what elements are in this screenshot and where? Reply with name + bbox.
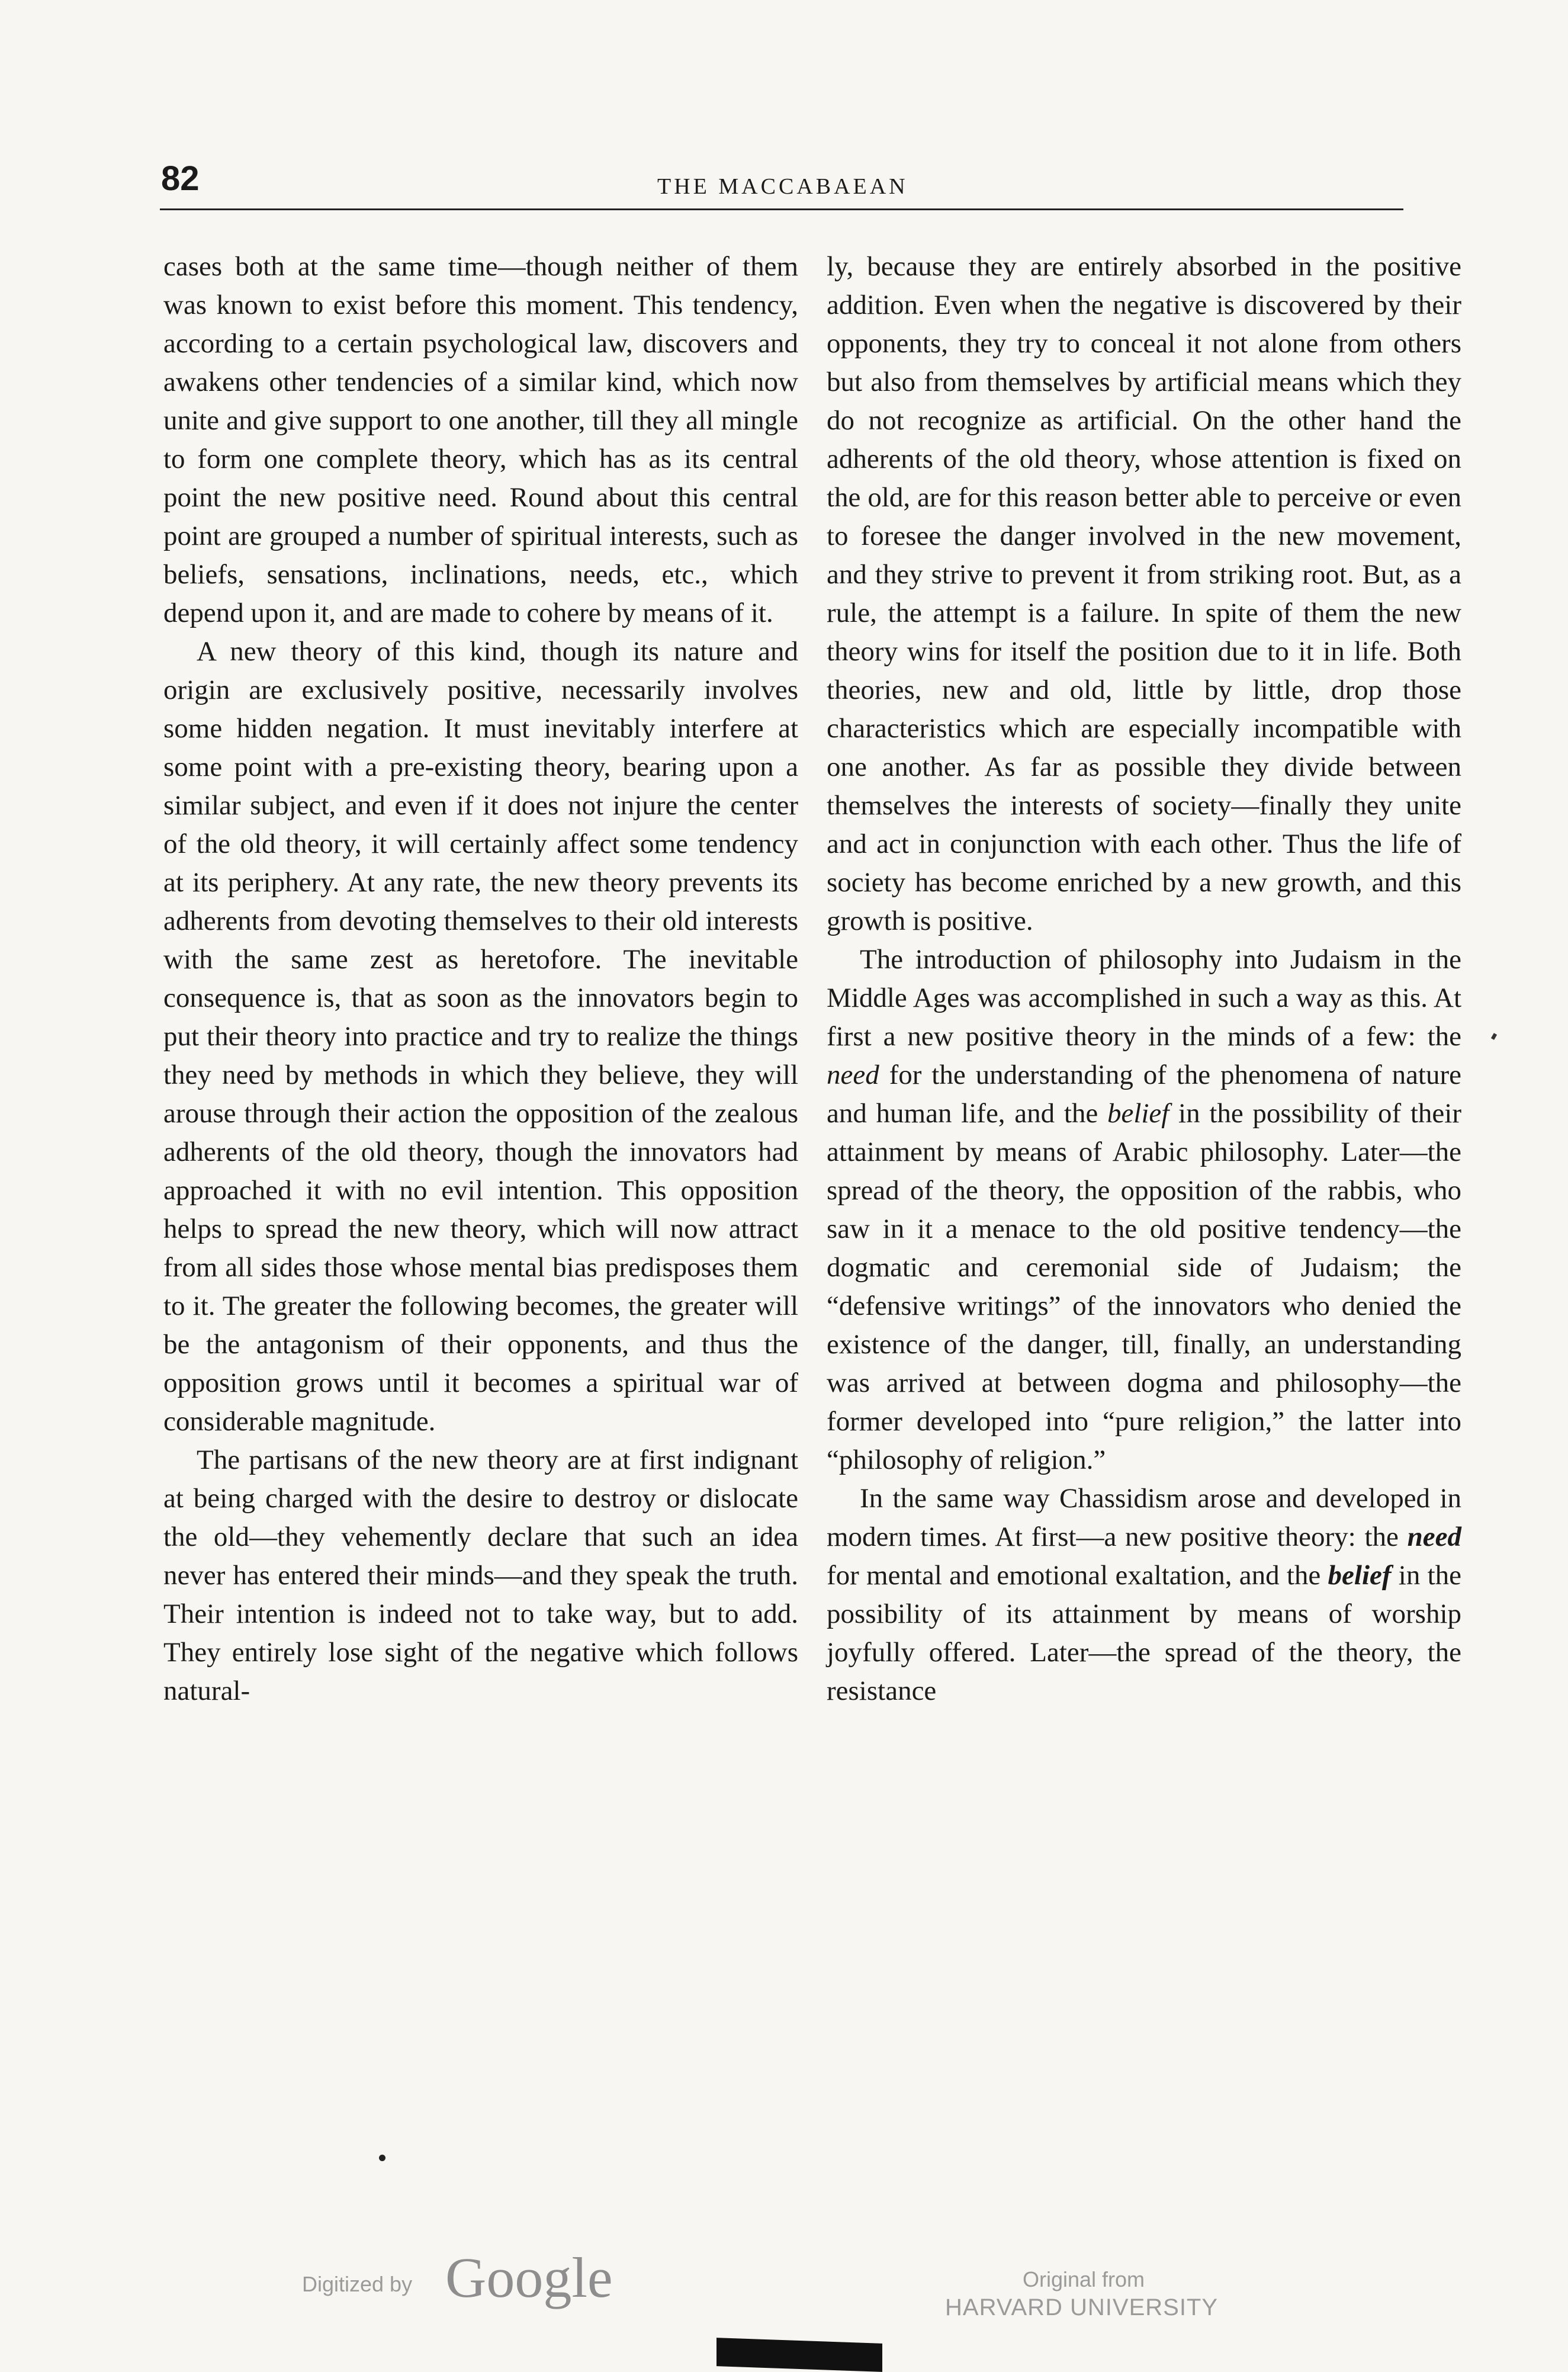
emphasis-belief: belief <box>1107 1098 1169 1129</box>
text-run: for the understanding of the phenomena of nature and human life, and the <box>827 1060 1461 1129</box>
text-run: In the same way Chassidism arose and developed in modern times. At first—a new positive theory: the <box>827 1483 1461 1552</box>
text-run: for mental and emotional exaltation, and the <box>827 1560 1328 1591</box>
text-run: in the possibility of its attainment by means of worship joyfully offered. Later—the spread of the theory, the resistance <box>827 1560 1462 1706</box>
stray-mark <box>1491 1033 1497 1040</box>
right-column <box>827 248 1461 1710</box>
paragraph: ly, because they are entirely absorbed in the positive addition. Even when the negative is discovered by their opponents, they try to conceal it not alone from others but also from themselves by artificial means which they do not recognize as artificial. On the other hand the adherents of the old theory, whose attention is fixed on the old, are for this reason better able to perceive or even to foresee the danger involved in the new movement, and they strive to prevent it from striking root. But, as a rule, the attempt is a failure. In spite of them the new theory wins for itself the position due to it in life. Both theories, new and old, little by little, drop those characteristics which are especially incompatible with one another. As far as possible they divide between themselves the interests of society—finally they unite and act in conjunction with each other. Thus the life of society has become enriched by a new growth, and this growth is positive. <box>827 251 1461 936</box>
footer-original-from: Original from <box>1022 2267 1145 2291</box>
paragraph: cases both at the same time—though neither of them was known to exist before this moment. This tendency, according to a certain psychological law, discovers and awakens other tendencies of a similar kind, which now unite and give support to one another, till they all mingle to form one complete theory, which has as its central point the new positive need. Round about this central point are grouped a number of spiritual interests, such as beliefs, sensations, inclinations, needs, etc., which depend upon it, and are made to cohere by means of it. <box>163 251 798 628</box>
emphasis-need: need <box>1407 1522 1461 1552</box>
paragraph: The partisans of the new theory are at first indignant at being charged with the desire to destroy or dislocate the old—they vehemently declare that such an idea never has entered their minds—and they speak the truth. Their intention is indeed not to take way, but to add. They entirely lose sight of the negative which follows natural- <box>163 1445 798 1706</box>
emphasis-need: need <box>827 1060 879 1090</box>
text-run: The introduction of philosophy into Judaism in the Middle Ages was accomplished in such a way as this. At first a new positive theory in the minds of a few: the <box>827 944 1461 1052</box>
running-head: THE MACCABAEAN <box>657 174 908 199</box>
google-logo: Google <box>445 2246 613 2309</box>
footer-harvard: HARVARD UNIVERSITY <box>945 2294 1219 2320</box>
stray-dot <box>379 2155 385 2161</box>
footer-digitized-by: Digitized by <box>302 2272 413 2296</box>
paragraph <box>827 941 1461 1479</box>
text-run: in the possibility of their attainment by means of Arabic philosophy. Later—the spread of the theory, the opposition of the rabbis, who saw in it a menace to the old positive tendency—the dogmatic and ceremonial side of Judaism; the “defensive writings” of the innovators who denied the existence of the danger, till, finally, an understanding was arrived at between dogma and philosophy—the former developed into “pure religion,” the latter into “philosophy of religion.” <box>827 1098 1461 1475</box>
paragraph: A new theory of this kind, though its nature and origin are exclusively positive, necessarily involves some hidden negation. It must inevitably interfere at some point with a pre-existing theory, bearing upon a similar subject, and even if it does not injure the center of the old theory, it will certainly affect some tendency at its periphery. At any rate, the new theory prevents its adherents from devoting themselves to their old interests with the same zest as heretofore. The inevitable consequence is, that as soon as the innovators begin to put their theory into practice and try to realize the things they need by methods in which they believe, they will arouse through their action the opposition of the zealous adherents of the old theory, though the innovators had approached it with no evil intention. This opposition helps to spread the new theory, which will now attract from all sides those whose mental bias predisposes them to it. The greater the following becomes, the greater will be the antagonism of their opponents, and thus the opposition grows until it becomes a spiritual war of considerable magnitude. <box>163 636 798 1437</box>
scan-edge <box>716 2338 882 2372</box>
page-number: 82 <box>161 159 200 198</box>
header-rule <box>160 208 1403 210</box>
emphasis-belief: belief <box>1328 1560 1392 1591</box>
left-column <box>163 248 798 1710</box>
paragraph <box>827 1479 1461 1710</box>
